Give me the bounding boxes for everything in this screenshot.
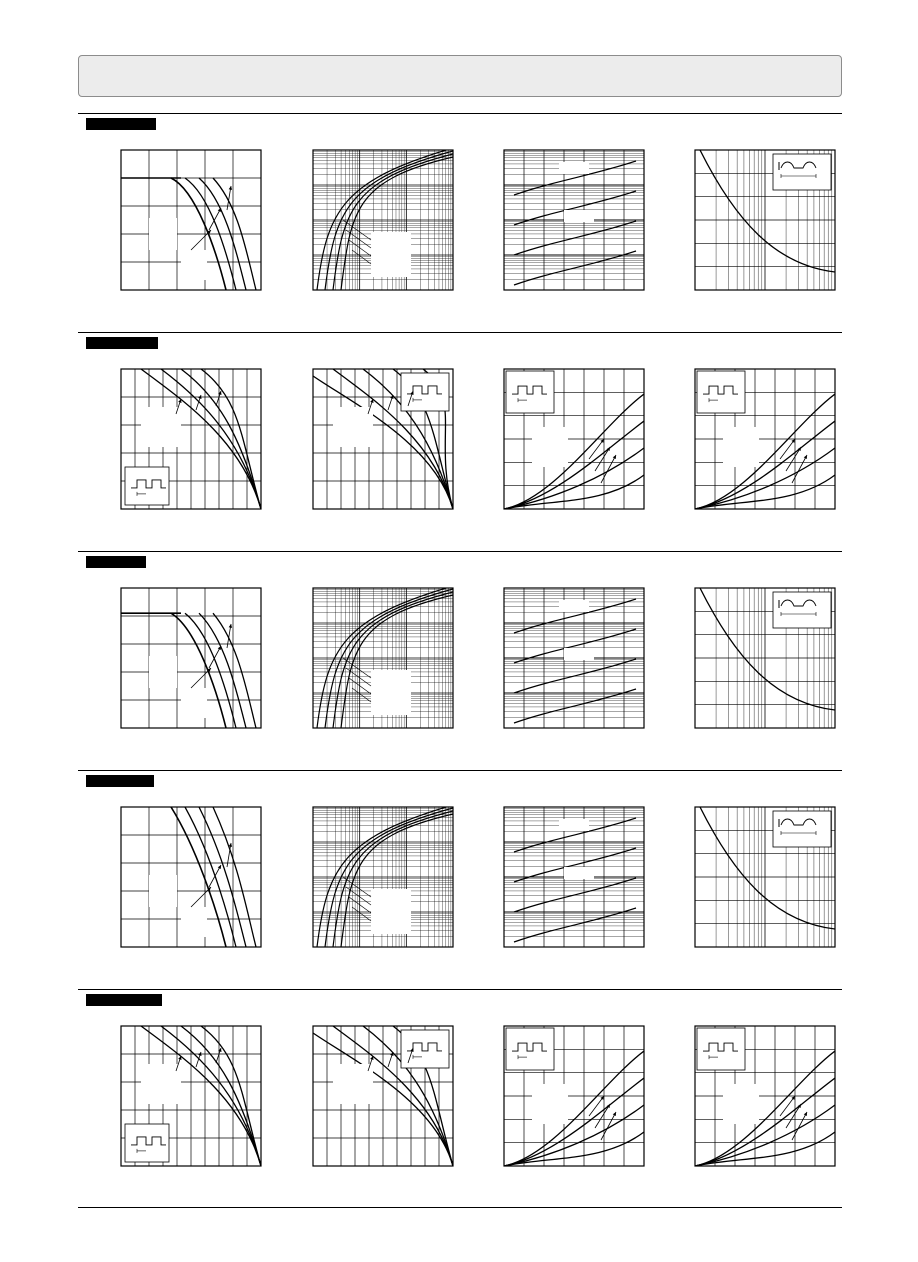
label-mask — [181, 688, 207, 718]
label-leader — [346, 668, 371, 686]
graph-plot-area — [504, 807, 644, 947]
curve-1 — [514, 221, 636, 255]
annotation-arrow-head — [791, 439, 795, 443]
pulse-inset — [125, 467, 169, 505]
pulse-inset — [506, 371, 554, 413]
section-rule — [78, 989, 842, 990]
annotation-arrow — [191, 230, 211, 250]
label-mask — [181, 250, 207, 280]
section-rule — [78, 332, 842, 333]
annotation-arrow — [209, 208, 221, 230]
annotation-arrow — [191, 887, 211, 907]
label-mask — [559, 819, 589, 831]
graph-svg — [120, 368, 262, 510]
curve-3 — [213, 807, 256, 947]
graph-derate — [120, 368, 260, 508]
label-leader — [343, 877, 371, 897]
graph-derate — [120, 1025, 260, 1165]
graph-svg — [503, 368, 645, 510]
label-mask — [141, 407, 181, 447]
graph-decay — [694, 149, 834, 289]
annotation-arrow-head — [791, 1096, 795, 1100]
graph-svg — [312, 806, 454, 948]
graph-semilog — [503, 587, 643, 727]
graph-svg — [120, 149, 262, 291]
section-rule — [78, 770, 842, 771]
graph-plot-area — [121, 369, 261, 509]
graph-plot-area — [504, 588, 644, 728]
graph-plot-area — [121, 588, 261, 728]
graph-plot-area — [504, 1026, 644, 1166]
graph-plot-area — [695, 588, 835, 728]
graph-svg — [120, 806, 262, 948]
label-mask — [149, 875, 177, 907]
graph-plot-area — [313, 806, 453, 947]
graph-plot-area — [121, 1026, 261, 1166]
page-header-box — [78, 55, 842, 97]
section-tag — [86, 337, 158, 349]
annotation-arrow — [780, 439, 795, 459]
label-mask — [141, 1064, 181, 1104]
annotation-arrow — [601, 1112, 616, 1140]
annotation-arrow — [595, 1104, 610, 1128]
section-tag — [86, 556, 146, 568]
graph-decay — [694, 587, 834, 727]
curve-1 — [504, 421, 644, 509]
label-mask — [371, 670, 411, 715]
section-rule — [78, 113, 842, 114]
pulse-inset — [697, 371, 745, 413]
curve-3 — [201, 369, 261, 509]
annotation-arrow — [589, 1096, 604, 1116]
graph-svg — [694, 806, 836, 948]
curve-1 — [504, 1078, 644, 1166]
graph-plot-area — [695, 807, 835, 947]
annotation-arrow-head — [370, 1056, 373, 1060]
graph-plot-area — [121, 807, 261, 947]
curve-3 — [201, 1026, 261, 1166]
graph-plot-area — [695, 1026, 835, 1166]
label-leader — [346, 230, 371, 248]
graph-linear — [120, 806, 260, 946]
annotation-arrow — [595, 447, 610, 471]
graph-power — [694, 368, 834, 508]
graph-linear — [120, 149, 260, 289]
label-mask — [564, 210, 594, 222]
graph-plot-area — [312, 1026, 453, 1166]
annotation-arrow-head — [600, 1096, 604, 1100]
label-mask — [532, 1084, 568, 1124]
graph-svg — [503, 149, 645, 291]
graph-decay — [694, 806, 834, 946]
label-mask — [333, 407, 373, 447]
label-mask — [333, 1064, 373, 1104]
label-leader — [352, 907, 371, 921]
pulse-inset — [697, 1028, 745, 1070]
annotation-arrow-head — [370, 399, 373, 403]
waveform-inset — [773, 811, 831, 847]
graph-plot-area — [695, 369, 835, 509]
graph-loglog — [312, 587, 452, 727]
curve-1 — [695, 1078, 835, 1166]
graph-svg — [312, 1025, 454, 1167]
graph-derate-wide — [312, 1025, 452, 1165]
pulse-inset — [506, 1028, 554, 1070]
label-mask — [371, 232, 411, 277]
label-mask — [564, 867, 594, 879]
annotation-arrow — [786, 1104, 801, 1128]
annotation-arrow-head — [229, 843, 232, 847]
label-mask — [181, 907, 207, 937]
graph-plot-area — [313, 149, 453, 290]
graph-svg — [503, 587, 645, 729]
label-mask — [371, 889, 411, 934]
graph-semilog — [503, 806, 643, 946]
graph-svg — [694, 368, 836, 510]
annotation-arrow — [209, 865, 221, 887]
graph-svg — [120, 587, 262, 729]
annotation-arrow-head — [229, 624, 232, 628]
graph-loglog — [312, 806, 452, 946]
waveform-inset — [773, 154, 831, 190]
label-leader — [352, 250, 371, 264]
graph-svg — [694, 1025, 836, 1167]
graph-plot-area — [121, 150, 261, 290]
annotation-arrow-head — [229, 186, 232, 190]
annotation-arrow-head — [178, 1056, 181, 1060]
section-rule — [78, 551, 842, 552]
graph-power — [694, 1025, 834, 1165]
annotation-arrow-head — [600, 439, 604, 443]
curve-1 — [695, 421, 835, 509]
pulse-inset — [125, 1124, 169, 1162]
annotation-arrow — [792, 1112, 807, 1140]
label-mask — [149, 218, 177, 250]
annotation-arrow — [589, 439, 604, 459]
annotation-arrow — [786, 447, 801, 471]
label-mask — [559, 600, 589, 612]
graph-plot-area — [313, 587, 453, 728]
label-mask — [149, 656, 177, 688]
annotation-arrow — [780, 1096, 795, 1116]
annotation-arrow-head — [178, 399, 181, 403]
footer-rule — [78, 1207, 842, 1208]
section-tag — [86, 994, 162, 1006]
graph-plot-area — [312, 369, 453, 509]
label-leader — [343, 658, 371, 678]
graph-svg — [503, 1025, 645, 1167]
section-tag — [86, 118, 156, 130]
annotation-arrow — [601, 455, 616, 483]
section-tag — [86, 775, 154, 787]
graph-svg — [503, 806, 645, 948]
graph-svg — [312, 149, 454, 291]
graph-svg — [694, 587, 836, 729]
graph-plot-area — [695, 150, 835, 290]
label-mask — [532, 427, 568, 467]
curve-0 — [514, 251, 636, 285]
graph-derate-wide — [312, 368, 452, 508]
label-leader — [352, 688, 371, 702]
label-mask — [559, 162, 589, 174]
graph-svg — [694, 149, 836, 291]
curve-0 — [514, 908, 636, 942]
graph-svg — [312, 368, 454, 510]
curve-1 — [514, 659, 636, 693]
graph-power — [503, 1025, 643, 1165]
graph-loglog — [312, 149, 452, 289]
graph-svg — [120, 1025, 262, 1167]
graph-svg — [312, 587, 454, 729]
graph-power — [503, 368, 643, 508]
graph-linear — [120, 587, 260, 727]
graph-plot-area — [504, 150, 644, 290]
graph-plot-area — [504, 369, 644, 509]
annotation-arrow — [792, 455, 807, 483]
label-leader — [343, 220, 371, 240]
curve-0 — [514, 689, 636, 723]
label-mask — [564, 648, 594, 660]
graph-semilog — [503, 149, 643, 289]
label-mask — [723, 427, 759, 467]
label-leader — [346, 887, 371, 905]
label-mask — [723, 1084, 759, 1124]
annotation-arrow — [191, 668, 211, 688]
waveform-inset — [773, 592, 831, 628]
curve-1 — [514, 878, 636, 912]
